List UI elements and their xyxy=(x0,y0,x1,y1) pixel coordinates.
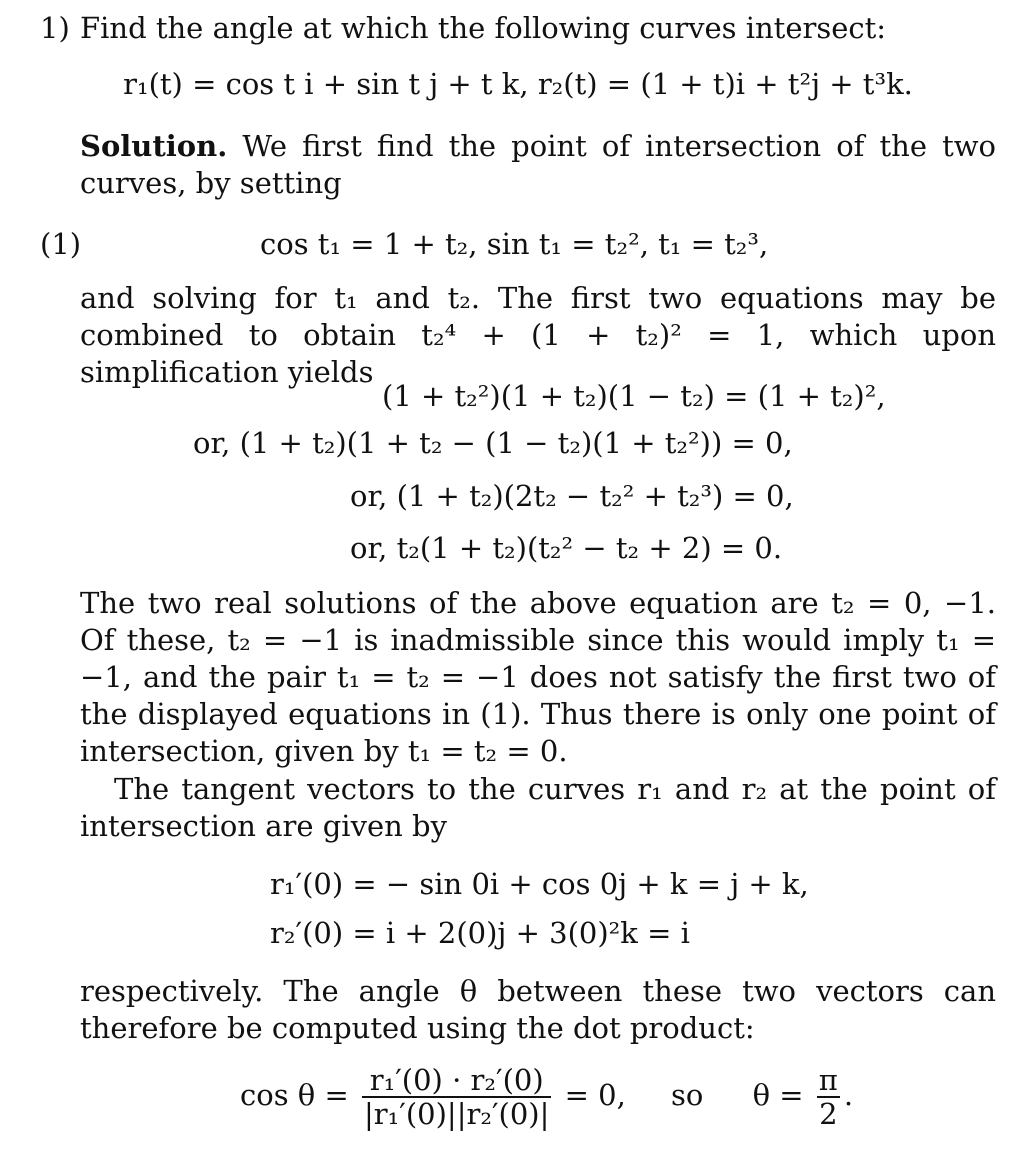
final-formula xyxy=(240,1064,853,1130)
final-period: . xyxy=(843,1078,854,1112)
tangent-vector-1: r₁′(0) = − sin 0i + cos 0j + k = j + k, xyxy=(270,867,809,901)
pi-numerator: π xyxy=(818,1063,838,1097)
theta-equals: θ = xyxy=(752,1078,804,1112)
so-word: so xyxy=(671,1078,704,1112)
paragraph-combine: and solving for t₁ and t₂. The first two equations may be combined to obtain t₂⁴ + (1 + t₂)² = 1, which upon simplification yields xyxy=(80,281,996,389)
cosine-fraction xyxy=(362,1064,551,1130)
derivation-line-1: (1 + t₂²)(1 + t₂)(1 − t₂) = (1 + t₂)², xyxy=(382,379,886,413)
paragraph-solutions: The two real solutions of the above equation are t₂ = 0, −1. Of these, t₂ = −1 is inadmissible since this would imply t₁ = −1, and the pair t₁ = t₂ = −1 does not satisfy the first two of the displayed equations in (1). Thus there is only one point of intersection, given by t₁ = t₂ = 0. xyxy=(80,586,996,768)
paragraph-angle: respectively. The angle θ between these two vectors can therefore be computed using the dot product: xyxy=(80,974,996,1045)
two-denominator: 2 xyxy=(817,1096,840,1130)
pi-over-two-fraction xyxy=(817,1064,840,1130)
curves-equation: r₁(t) = cos t i + sin t j + t k, r₂(t) = (1 + t)i + t²j + t³k. xyxy=(123,67,913,101)
problem-number: 1) xyxy=(40,11,70,45)
solution-heading: Solution. xyxy=(80,129,228,163)
derivation-line-2: or, (1 + t₂)(1 + t₂ − (1 − t₂)(1 + t₂²)) = 0, xyxy=(193,426,793,460)
problem-statement: Find the angle at which the following curves intersect: xyxy=(80,11,887,45)
solution-intro-text: We first find the point of intersection of the two curves, by setting xyxy=(80,129,996,200)
cos-theta-result: = 0, xyxy=(564,1078,626,1112)
solution-intro xyxy=(80,128,996,202)
fraction-denominator: |r₁′(0)||r₂′(0)| xyxy=(364,1097,550,1131)
tangent-vector-2: r₂′(0) = i + 2(0)j + 3(0)²k = i xyxy=(270,916,690,950)
equation-1: cos t₁ = 1 + t₂, sin t₁ = t₂², t₁ = t₂³, xyxy=(260,227,769,261)
paragraph-tangent: The tangent vectors to the curves r₁ and r₂ at the point of intersection are given by xyxy=(80,772,996,843)
fraction-numerator: r₁′(0) · r₂′(0) xyxy=(369,1063,544,1097)
derivation-line-4: or, t₂(1 + t₂)(t₂² − t₂ + 2) = 0. xyxy=(350,531,783,565)
derivation-line-3: or, (1 + t₂)(2t₂ − t₂² + t₂³) = 0, xyxy=(350,479,794,513)
equation-label: (1) xyxy=(40,227,82,261)
cos-theta-lhs: cos θ = xyxy=(240,1078,349,1112)
